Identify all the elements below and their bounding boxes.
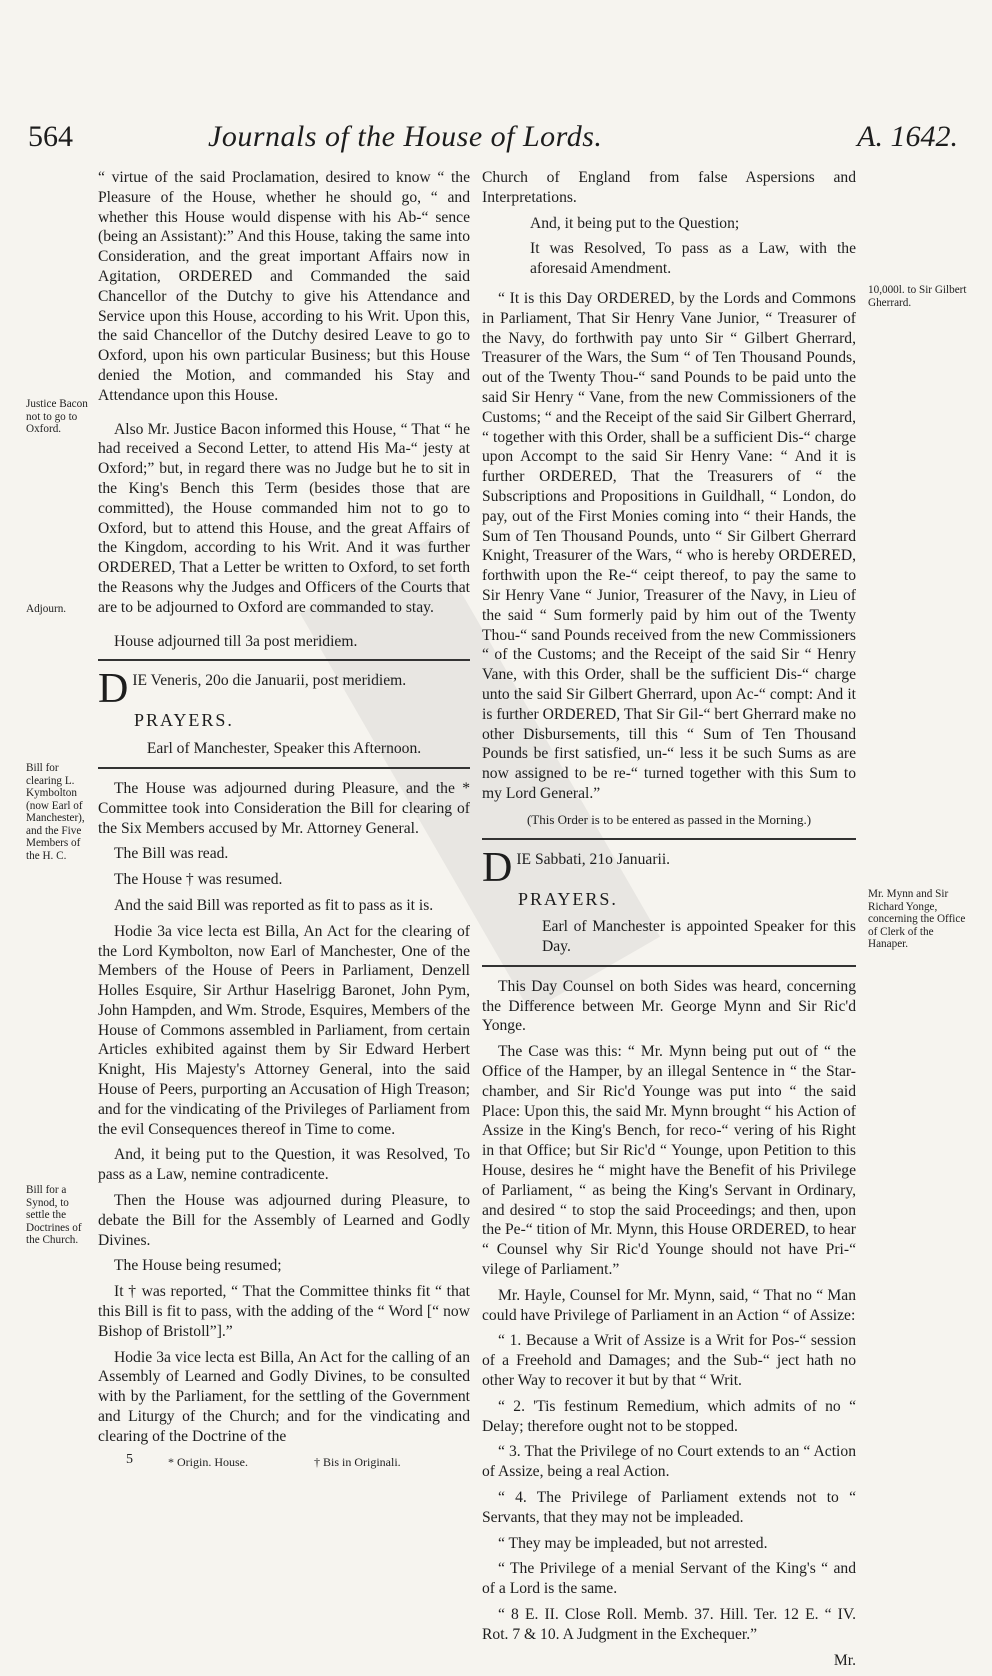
margin-note-bacon: Justice Bacon not to go to Oxford. (26, 398, 88, 435)
speaker-line: Earl of Manchester, Speaker this Afternoon. (146, 740, 422, 758)
footnote: † Bis in Originali. (314, 1454, 401, 1469)
paragraph: “ 1. Because a Writ of Assize is a Writ for Pos-“ session of a Freehold and Damages; and the Sub-“ ject hath no other Way to recover it but by that “ Writ. (482, 1332, 856, 1390)
page-title: Journals of the House of Lords. (208, 120, 603, 153)
day-heading: DIE Veneris, 20o die Januarii, post meridiem. (98, 666, 407, 713)
margin-note-synod: Bill for a Synod, to settle the Doctrines of the Church. (26, 1184, 82, 1246)
catchword: Mr. (833, 1651, 856, 1669)
right-column (482, 168, 856, 1676)
paragraph: And, it being put to the Question, it was Resolved, To pass as a Law, nemine contradicente. (98, 1146, 470, 1184)
page-year: A. 1642. (857, 120, 958, 153)
paragraph: “ The Privilege of a menial Servant of the King's “ and of a Lord is the same. (482, 1560, 856, 1598)
paragraph: The House was adjourned during Pleasure, and the * Committee took into Consideration the Bill for clearing of the Six Members accused by Mr. Attorney General. (98, 779, 470, 837)
paragraph: The House being resumed; (114, 1257, 282, 1275)
paragraph: The Bill was read. (114, 845, 229, 863)
paragraph: This Day Counsel on both Sides was heard, concerning the Difference between Mr. George Mynn and Sir Ric'd Yonge. (482, 977, 856, 1035)
left-column (98, 168, 470, 1472)
paragraph: “ 3. That the Privilege of no Court extends to an “ Action of Assize, being a real Action. (482, 1443, 856, 1481)
day-heading: DIE Sabbati, 21o Januarii. (482, 844, 671, 891)
paragraph: Hodie 3a vice lecta est Billa, An Act for the clearing of the Lord Kymbolton, now Earl of Manchester, One of the Members of the House of Peers in Parliament, Denzell Holles Esquire, Sir Arthur Haselrigg Baronet, John Pym, John Hampden, and Wm. Strode, Esquires, Members of the House of Commons assembled in Parliament, from certain Articles exhibited against them by Sir Edward Herbert Knight, His Majesty's Attorney General, into the said House of Peers, purporting an Accusation of High Treason; and for the vindicating of the Privileges of Parliament from the evil Consequences thereof in Time to come. (98, 922, 470, 1138)
drop-cap: D (98, 666, 129, 713)
paragraph: The House † was resumed. (114, 871, 283, 889)
margin-note-payment: 10,000l. to Sir Gilbert Gherrard. (868, 284, 967, 309)
margin-note-adjourn: Adjourn. (26, 603, 67, 615)
paragraph: “ They may be impleaded, but not arrested. (498, 1534, 768, 1552)
drop-cap: D (482, 844, 513, 891)
paragraph: It † was reported, “ That the Committee thinks fit “ that this Bill is fit to pass, with the adding of the “ Word [“ now Bishop of Bristoll”].” (98, 1283, 470, 1340)
signature-mark: 5 (126, 1452, 133, 1467)
margin-note-bill-clearing: Bill for clearing L. Kymbolton (now Earl of Manchester), and the Five Members of the H. C. (26, 762, 85, 862)
margin-note-mynn-yonge: Mr. Mynn and Sir Richard Yonge, concerning the Office of Clerk of the Hanaper. (868, 888, 966, 950)
paragraph: And, it being put to the Question; (530, 214, 740, 232)
section-rule (482, 965, 856, 967)
speaker-line: Earl of Manchester is appointed Speaker for this Day. (542, 918, 856, 956)
page-number: 564 (28, 120, 73, 153)
paragraph: “ 2. 'Tis festinum Remedium, which admits of no “ Delay; therefore ought not to be stopped. (482, 1397, 856, 1435)
section-rule (482, 838, 856, 840)
paragraph: Mr. Hayle, Counsel for Mr. Mynn, said, “ That no “ Man could have Privilege of Parliament in an Action “ of Assize: (482, 1286, 856, 1324)
paragraph: It was Resolved, To pass as a Law, with the aforesaid Amendment. (530, 240, 856, 278)
footnote: * Origin. House. (168, 1454, 248, 1469)
paragraph: Hodie 3a vice lecta est Billa, An Act for the calling of an Assembly of Learned and Godly Divines, to be consulted with by the Parliament, for the settling of the Government and Liturgy of the Church; and for the vindicating and clearing of the Doctrine of the (98, 1348, 470, 1445)
order-note: (This Order is to be entered as passed in the Morning.) (526, 811, 812, 827)
prayers-heading: PRAYERS. (134, 710, 234, 731)
paragraph: The Case was this: “ Mr. Mynn being put out of “ the Office of the Hamper, by an illegal Sentence in “ the Star-chamber, and Sir Ric'd Younge was put into “ the said Place: Upon this, the said Mr. Mynn brought “ his Action of Assize in the King's Bench, for reco-“ vering of his Right in that Office; but Sir Ric'd “ Younge, upon Petition to this House, desires he “ might have the Benefit of his Privilege of Parliament, “ as being the King's Servant in Ordinary, and desired “ to stop the said Proceedings; and then, upon the Pe-“ tition of Mr. Mynn, this House ORDERED, to hear “ Counsel why Sir Ric'd Younge should not have Pri-“ vilege of Parliament.” (482, 1043, 856, 1279)
paragraph: Church of England from false Aspersions and Interpretations. (482, 169, 856, 206)
paragraph: And the said Bill was reported as fit to pass as it is. (114, 896, 434, 914)
paragraph: Also Mr. Justice Bacon informed this House, “ That “ he had received a Second Letter, to attend His Ma-“ jesty at Oxford;” but, in regard there was no Judge but he to sit in the King's Bench this Term (besides those that are committed), the House commanded him not to go to Oxford, but to attend this House, and the great Affairs of the Kingdom, according to his Writ. And it was further ORDERED, That a Letter be written to Oxford, to set forth the Reasons why the Judges and Officers of the Courts that are to be adjourned to Oxford are commanded to stay. (98, 420, 470, 616)
footnotes (168, 1453, 470, 1473)
paragraph: “ 8 E. II. Close Roll. Memb. 37. Hill. Ter. 12 E. “ IV. Rot. 7 & 10. A Judgment in the Exchequer.” (482, 1606, 856, 1643)
order-paragraph: “ It is this Day ORDERED, by the Lords and Commons in Parliament, That Sir Henry Vane Junior, “ Treasurer of the Navy, do forthwith pay unto Sir “ Gilbert Gherrard, Treasurer of the Wars, the Sum “ of Ten Thousand Pounds, out of the Twenty Thou-“ sand Pounds to be paid unto the said Sir Henry “ Vane, from the new Commissioners of the Customs; “ and the Receipt of the said Sir Gilbert Gherrard, “ together with this Order, shall be a sufficient Dis-“ charge upon Accompt to the said Sir Henry Vane: “ And it is further ORDERED, That the Treasurers of “ the Subscriptions and Propositions in Guildhall, “ London, do pay, out of the First Monies coming into “ their Hands, the Sum of Ten Thousand Pounds, unto “ Sir Gilbert Gherrard Knight, Treasurer of the Wars, “ who is hereby ORDERED, forthwith upon the Re-“ ceipt thereof, to pay the same to Sir Henry Vane “ Junior, Treasurer of the Navy, in Lieu of the said “ Sum formerly paid by him out of the Twenty Thou-“ sand Pounds received from the new Commissioners “ of the Customs; and the Receipt of the said Sir “ Henry Vane, with this Order, shall be the sufficient Dis-“ charge unto the said Sir Gilbert Gherrard, upon Ac-“ compt: And it is further ORDERED, That Sir Gil-“ bert Gherrard make no other Disbursements, till this “ Sum of Ten Thousand Pounds be first satisfied, un-“ less it be such Sums as are now assigned to be re-“ turned together with this Sum to my Lord General.” (482, 289, 856, 802)
paragraph: “ 4. The Privilege of Parliament extends not to “ Servants, that they may not be impleaded. (482, 1489, 856, 1526)
prayers-heading: PRAYERS. (518, 888, 618, 909)
page-header (28, 118, 958, 158)
paragraph: Then the House was adjourned during Pleasure, to debate the Bill for the Assembly of Learned and Godly Divines. (98, 1192, 470, 1249)
paragraph: House adjourned till 3a post meridiem. (114, 632, 358, 650)
section-rule (98, 659, 470, 661)
section-rule (98, 767, 470, 769)
paragraph: “ virtue of the said Proclamation, desired to know “ the Pleasure of the House, whether he should go, “ and whether this House would dispense with his Ab-“ sence (being an Assistant):” And this House, taking the same into Consideration, and the great important Affairs now in Agitation, ORDERED and Commanded the said Chancellor of the Dutchy to give his Attendance and Service upon this House, according to his Writ. Upon this, the said Chancellor of the Dutchy desired Leave to go to Oxford, upon his own particular Business; but this House denied the Motion, and commanded his Stay and Attendance upon this House. (98, 169, 470, 404)
